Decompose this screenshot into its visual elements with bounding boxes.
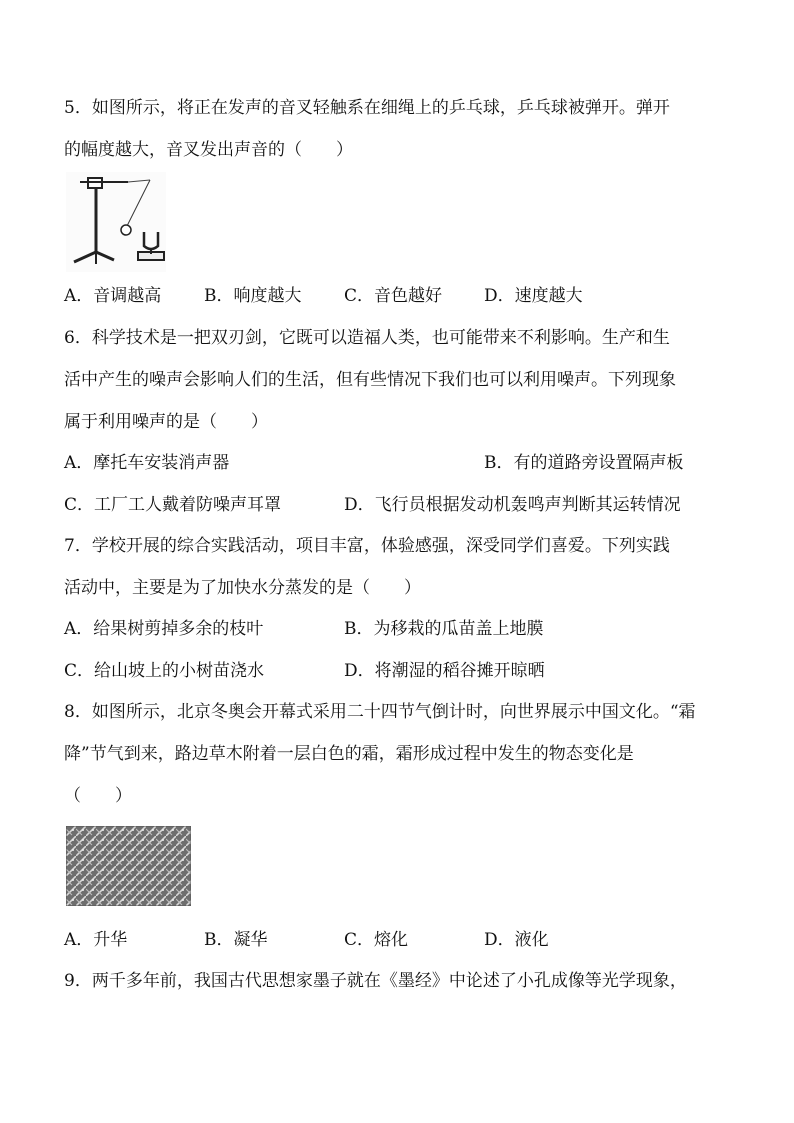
q8-option-b: B．凝华: [204, 930, 268, 950]
q5-stem-line2: 的幅度越大，音叉发出声音的（ ）: [64, 140, 353, 160]
q5-stem-line1: 5．如图所示，将正在发声的音叉轻触系在细绳上的乒乓球，乒乓球被弹开。弹开: [64, 98, 670, 118]
q6-option-a: A．摩托车安装消声器: [64, 453, 230, 473]
q6-option-d: D．飞行员根据发动机轰鸣声判断其运转情况: [344, 495, 681, 515]
q7-option-b: B．为移栽的瓜苗盖上地膜: [344, 619, 544, 639]
q7-stem-line2: 活动中，主要是为了加快水分蒸发的是（ ）: [64, 578, 421, 598]
q5-option-c: C．音色越好: [344, 286, 443, 306]
q8-option-d: D．液化: [484, 930, 549, 950]
tuning-fork-figure: [66, 172, 166, 272]
q7-stem-line1: 7．学校开展的综合实践活动，项目丰富，体验感强，深受同学们喜爱。下列实践: [64, 536, 670, 556]
q6-option-c: C．工厂工人戴着防噪声耳罩: [64, 495, 282, 515]
q6-stem-line3: 属于利用噪声的是（ ）: [64, 412, 268, 432]
q7-option-d: D．将潮湿的稻谷摊开晾晒: [344, 661, 545, 681]
q8-option-a: A．升华: [64, 930, 128, 950]
q6-stem-line2: 活中产生的噪声会影响人们的生活，但有些情况下我们也可以利用噪声。下列现象: [64, 370, 676, 390]
q7-option-a: A．给果树剪掉多余的枝叶: [64, 619, 264, 639]
q9-stem-line1: 9．两千多年前，我国古代思想家墨子就在《墨经》中论述了小孔成像等光学现象，: [64, 971, 687, 991]
q8-option-c: C．熔化: [344, 930, 409, 950]
q6-option-b: B．有的道路旁设置隔声板: [484, 453, 684, 473]
ping-pong-ball: [121, 225, 131, 235]
q5-option-a: A．音调越高: [64, 286, 162, 306]
q7-option-c: C．给山坡上的小树苗浇水: [64, 661, 265, 681]
frost-photo: [66, 826, 191, 906]
q6-stem-line1: 6．科学技术是一把双刃剑，它既可以造福人类，也可能带来不利影响。生产和生: [64, 328, 670, 348]
q8-stem-line1: 8．如图所示，北京冬奥会开幕式采用二十四节气倒计时，向世界展示中国文化。“霜: [64, 702, 696, 722]
q5-option-b: B．响度越大: [204, 286, 302, 306]
q5-option-d: D．速度越大: [484, 286, 583, 306]
q8-stem-line3: （ ）: [64, 786, 132, 806]
q8-stem-line2: 降”节气到来，路边草木附着一层白色的霜，霜形成过程中发生的物态变化是: [64, 744, 634, 764]
